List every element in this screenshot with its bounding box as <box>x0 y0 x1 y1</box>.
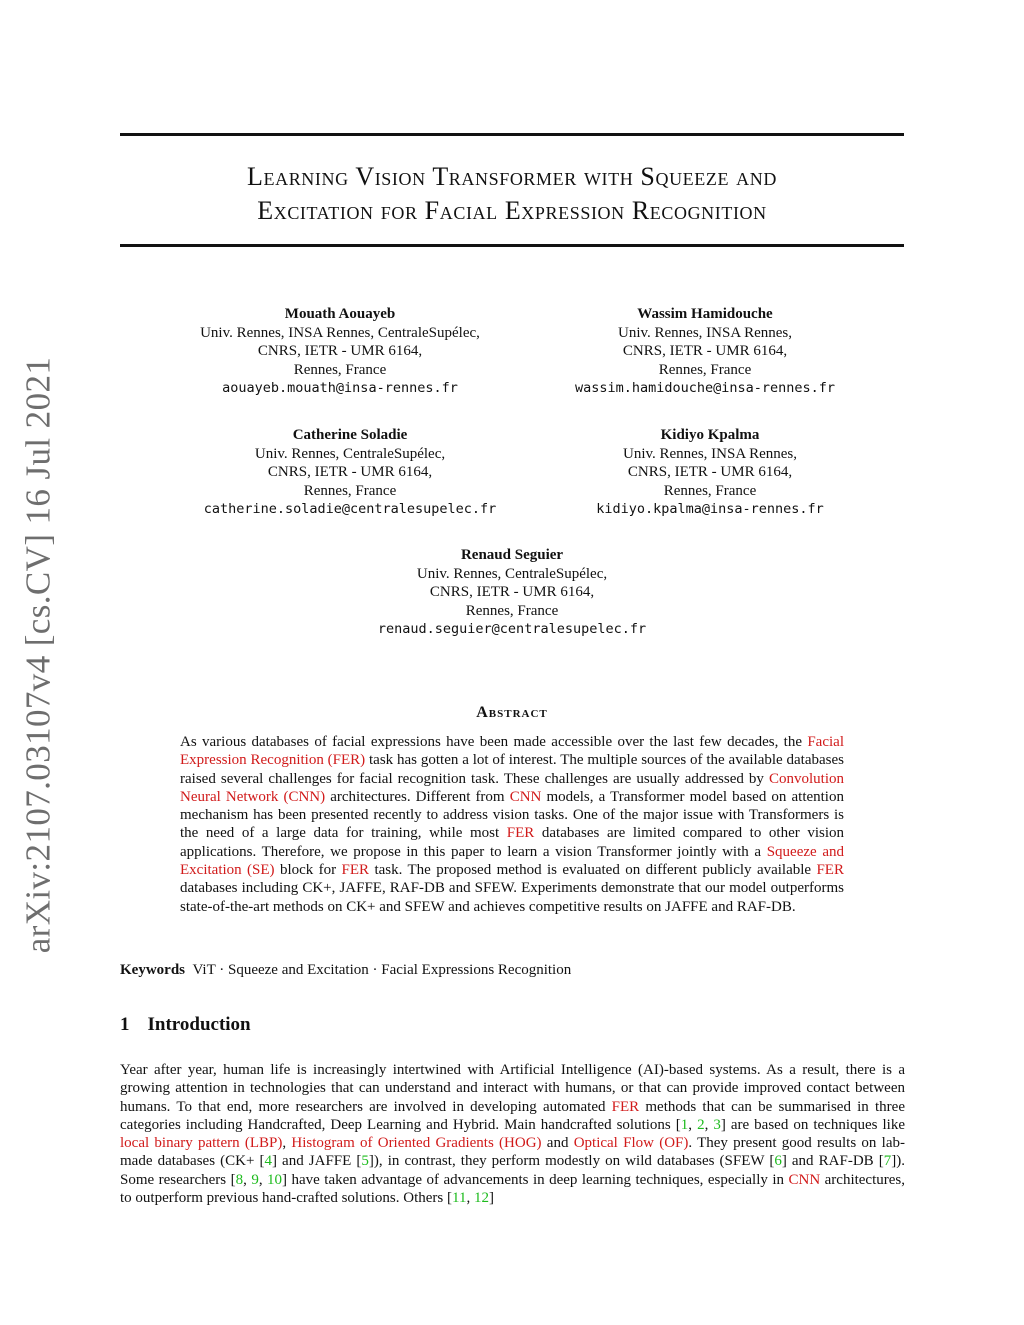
author-affiliation-1: Univ. Rennes, INSA Rennes, <box>622 445 798 462</box>
author-affiliation-2: CNRS, IETR - UMR 6164, <box>257 343 423 359</box>
abstract-text: task has gotten a lot of interest. The multiple sources of the available databases raised several challenges for facial recognition task. These challenges are usually addressed by <box>180 752 844 787</box>
intro-text: architectures, to outperform previous hand-crafted solutions. Others [ <box>120 1171 906 1207</box>
intro-text: ]). Some researchers [ <box>120 1153 905 1188</box>
citation-link[interactable]: 7 <box>883 1153 892 1170</box>
abstract-text: As various databases of facial expressions have been made accessible over the last few decades, the <box>180 734 808 750</box>
citation-link[interactable]: 1 <box>680 1116 689 1133</box>
keywords-text: ViT · Squeeze and Excitation · Facial Expressions Recognition <box>192 962 572 978</box>
author-affiliation-2: CNRS, IETR - UMR 6164, <box>429 584 595 600</box>
title-line-1: Learning Vision Transformer with Squeeze and <box>247 162 777 191</box>
abstract-heading: Abstract <box>476 704 548 721</box>
keywords-label: Keywords <box>120 962 185 978</box>
acronym-link-fer[interactable]: FER <box>506 825 535 842</box>
abstract-text: architectures. Different from <box>325 788 510 805</box>
author-affiliation-2: CNRS, IETR - UMR 6164, <box>627 464 793 480</box>
author-email[interactable]: catherine.soladie@centralesupelec.fr <box>203 501 497 517</box>
acronym-link-cnn[interactable]: Convolution Neural Network (CNN) <box>180 770 844 805</box>
title-line-2: Excitation for Facial Expression Recognition <box>257 196 767 225</box>
author-affiliation-1: Univ. Rennes, CentraleSupélec, <box>254 445 446 462</box>
acronym-link-hog[interactable]: Histogram of Oriented Gradients (HOG) <box>291 1135 542 1152</box>
arxiv-identifier-text: arXiv:2107.03107v4 [cs.CV] 16 Jul 2021 <box>18 356 58 954</box>
citation-link[interactable]: 9 <box>251 1171 259 1188</box>
author-block-kpalma <box>520 426 900 519</box>
citation-link[interactable]: 10 <box>267 1171 283 1188</box>
intro-text: ] <box>488 1190 494 1207</box>
acronym-link-fer[interactable]: FER <box>816 862 844 879</box>
citation-link[interactable]: 3 <box>713 1116 721 1133</box>
section-title: Introduction <box>147 1014 251 1035</box>
citation-link[interactable]: 8 <box>235 1171 244 1188</box>
intro-text: Year after year, human life is increasingly intertwined with Artificial Intelligence (AI)-based systems. As a result, there is a growing attention in technologies that can understand and interact with humans, or that can provide improved contact between humans. To that end, more researchers are involved in developing automated <box>120 1062 905 1115</box>
citation-link[interactable]: 2 <box>697 1116 705 1133</box>
section-number: 1 <box>120 1014 130 1035</box>
acronym-link-cnn[interactable]: CNN <box>788 1171 821 1188</box>
intro-text: . They present good results on lab-made databases (CK+ [ <box>120 1135 905 1170</box>
citation-link[interactable]: 11 <box>452 1190 467 1207</box>
author-email[interactable]: renaud.seguier@centralesupelec.fr <box>377 621 647 637</box>
abstract-text: databases are limited compared to other vision applications. Therefore, we propose in this paper to learn a vision Transformer jointly with a <box>180 825 844 860</box>
author-name: Kidiyo Kpalma <box>660 427 760 443</box>
title-rule-top <box>120 133 904 136</box>
author-email[interactable]: aouayeb.mouath@insa-rennes.fr <box>222 380 458 396</box>
intro-text: ] have taken advantage of advancements in deep learning techniques, especially in <box>282 1171 789 1188</box>
intro-text: ] and JAFFE [ <box>271 1153 362 1170</box>
abstract-body <box>180 733 844 916</box>
author-name: Renaud Seguier <box>460 547 564 563</box>
abstract-text: models, a Transformer model based on attention mechanism has been presented recently to address vision tasks. One of the major issue with Transformers is the need of a large data for training, while most <box>180 788 844 842</box>
acronym-link-fer[interactable]: FER <box>611 1098 640 1115</box>
author-affiliation-1: Univ. Rennes, INSA Rennes, CentraleSupélec, <box>200 324 480 341</box>
author-email[interactable]: wassim.hamidouche@insa-rennes.fr <box>574 380 836 396</box>
introduction-paragraph: Year after year, human life is increasingly intertwined with Artificial Intelligence (AI)-based systems. As a result, there is a growing attention in technologies that can understand and interact with humans, or that can provide improved contact between humans. To that end, more researchers are involved in developing automated FER methods that can be summarised in three categories including Handcrafted, Deep Learning and Hybrid. Main handcrafted solutions [1, 2, 3] are based on techniques like local binary pattern (LBP), Histogram of Oriented Gradients (HOG) and Optical Flow (OF). They present good results on lab-made databases (CK+ [4] and JAFFE [5]), in contrast, they perform modestly on wild databases (SFEW [6] and RAF-DB [7]). Some researchers [8, 9, 10] have taken advantage of advancements in deep learning techniques, especially in CNN architectures, to outperform previous hand-crafted solutions. Others [11, 12] <box>120 1062 906 1207</box>
title-rule-bottom <box>120 244 904 247</box>
author-block-soladie <box>150 426 550 519</box>
author-name: Wassim Hamidouche <box>637 306 773 322</box>
author-location: Rennes, France <box>658 361 752 378</box>
citation-link[interactable]: 12 <box>473 1190 489 1207</box>
abstract-text: task. The proposed method is evaluated on different publicly available <box>369 862 817 879</box>
abstract-text: block for <box>274 862 342 879</box>
author-affiliation-1: Univ. Rennes, CentraleSupélec, <box>416 565 608 582</box>
intro-text: ] and RAF-DB [ <box>781 1153 884 1170</box>
acronym-link-se[interactable]: Squeeze and Excitation (SE) <box>180 843 844 879</box>
intro-text: and <box>541 1135 574 1152</box>
author-affiliation-2: CNRS, IETR - UMR 6164, <box>267 464 433 480</box>
author-location: Rennes, France <box>303 482 397 499</box>
acronym-link-of[interactable]: Optical Flow (OF) <box>573 1135 689 1152</box>
acronym-link-lbp[interactable]: local binary pattern (LBP) <box>120 1135 283 1152</box>
author-affiliation-2: CNRS, IETR - UMR 6164, <box>622 343 788 359</box>
acronym-link-cnn[interactable]: CNN <box>509 788 542 805</box>
author-name: Catherine Soladie <box>292 427 408 443</box>
author-location: Rennes, France <box>663 482 757 499</box>
intro-text: ] are based on techniques like <box>720 1116 905 1133</box>
author-name: Mouath Aouayeb <box>284 306 396 322</box>
intro-text: ]), in contrast, they perform modestly on wild databases (SFEW [ <box>368 1153 775 1170</box>
acronym-link-fer[interactable]: FER <box>341 862 370 879</box>
arxiv-identifier-stamp <box>8 356 68 954</box>
acronym-link-fer[interactable]: Facial Expression Recognition (FER) <box>180 734 844 769</box>
abstract-text: databases including CK+, JAFFE, RAF-DB and SFEW. Experiments demonstrate that our model outperforms state-of-the-art methods on CK+ and SFEW and achieves competitive results on JAFFE and RAF-DB. <box>180 880 844 915</box>
citation-link[interactable]: 4 <box>264 1153 272 1170</box>
citation-link[interactable]: 5 <box>361 1153 369 1170</box>
author-email[interactable]: kidiyo.kpalma@insa-rennes.fr <box>596 501 824 517</box>
section-heading-introduction <box>120 1014 251 1036</box>
author-block-aouayeb <box>150 305 530 398</box>
keywords-line <box>120 961 904 979</box>
author-block-seguier <box>312 546 712 639</box>
intro-text: methods that can be summarised in three categories including Handcrafted, Deep Learning and Hybrid. Main handcrafted solutions [ <box>120 1098 905 1133</box>
paper-title <box>120 160 904 228</box>
author-affiliation-1: Univ. Rennes, INSA Rennes, <box>617 324 793 341</box>
author-location: Rennes, France <box>465 602 559 619</box>
author-location: Rennes, France <box>293 361 387 378</box>
citation-link[interactable]: 6 <box>774 1153 782 1170</box>
author-block-hamidouche <box>510 305 900 398</box>
